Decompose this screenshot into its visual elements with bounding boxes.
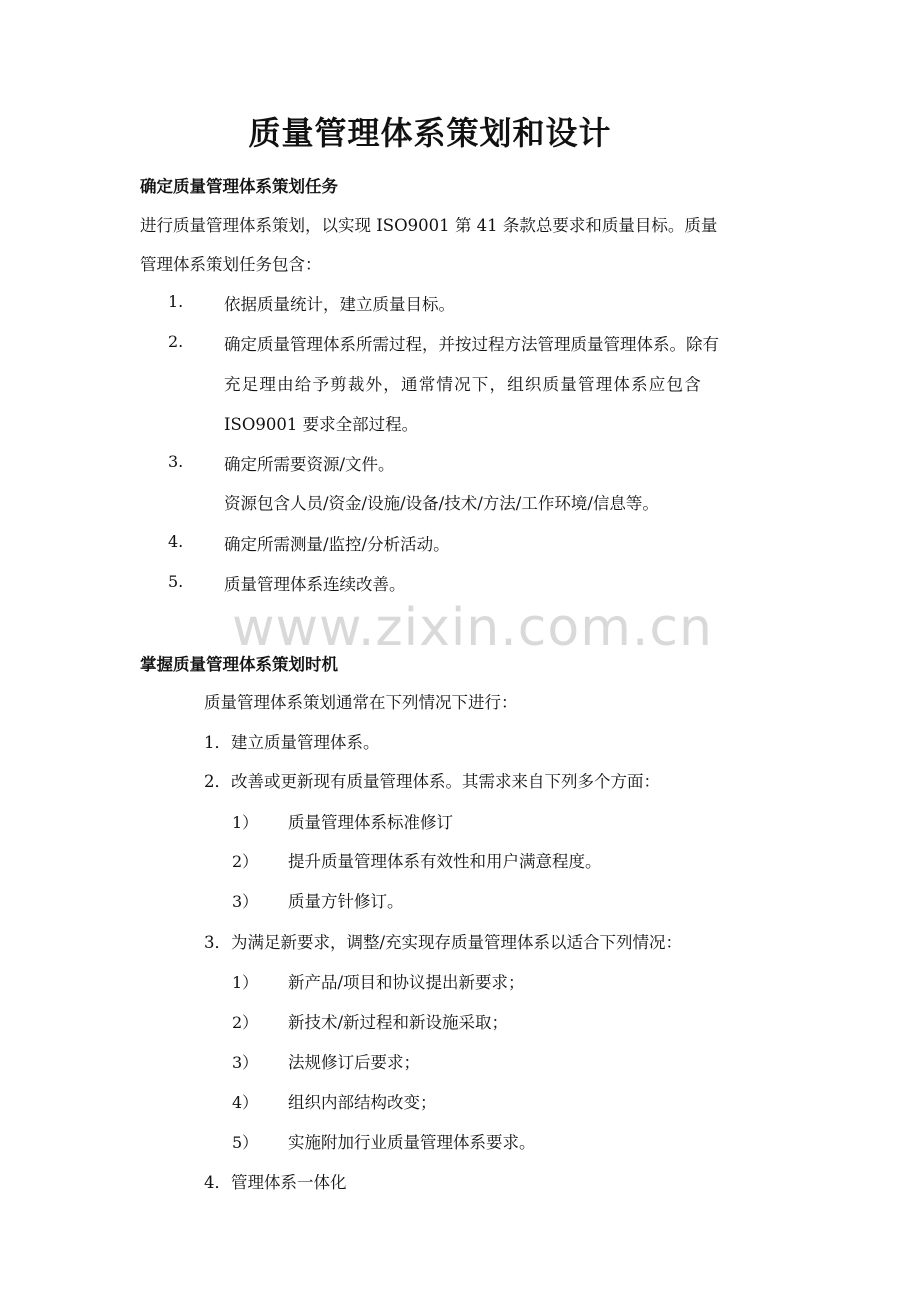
section2-intro: 质量管理体系策划通常在下列情况下进行： (204, 693, 518, 712)
list-item-text: 3．为满足新要求，调整/充实现存质量管理体系以适合下列情况： (204, 933, 683, 952)
sub-item-number: 1） (232, 973, 259, 992)
list-item-text: 1．建立质量管理体系。 (204, 733, 380, 752)
list-item-number: 5. (168, 572, 184, 591)
sub-item-text: 新技术/新过程和新设施采取； (288, 1013, 509, 1032)
list-item-text: 确定质量管理体系所需过程，并按过程方法管理质量管理体系。除有 (224, 335, 719, 354)
sub-item-text: 组织内部结构改变； (288, 1093, 437, 1112)
section1-intro-line: 管理体系策划任务包含： (140, 255, 322, 274)
list-item-number: 4. (168, 532, 184, 551)
sub-item-text: 质量方针修订。 (288, 892, 404, 911)
sub-item-text: 新产品/项目和协议提出新要求； (288, 973, 525, 992)
list-item-text: 确定所需要资源/文件。 (224, 455, 395, 474)
list-item-number: 1. (168, 292, 184, 311)
list-item-number: 3. (168, 452, 184, 471)
sub-item-number: 1） (232, 813, 259, 832)
sub-item-text: 法规修订后要求； (288, 1053, 420, 1072)
section2-heading: 掌握质量管理体系策划时机 (140, 655, 338, 674)
sub-item-number: 4） (232, 1093, 259, 1112)
sub-item-text: 质量管理体系标准修订 (288, 813, 453, 832)
list-item-number: 2. (168, 332, 184, 351)
document-title: 质量管理体系策划和设计 (248, 114, 612, 152)
list-item-text: 充足理由给予剪裁外，通常情况下，组织质量管理体系应包含 (224, 375, 702, 394)
sub-item-number: 3） (232, 1053, 259, 1072)
sub-item-number: 5） (232, 1133, 259, 1152)
list-item-text: 2．改善或更新现有质量管理体系。其需求来自下列多个方面： (204, 772, 660, 791)
sub-item-number: 3） (232, 892, 259, 911)
list-item-text: 资源包含人员/资金/设施/设备/技术/方法/工作环境/信息等。 (224, 494, 659, 513)
list-item-text: 质量管理体系连续改善。 (224, 575, 406, 594)
list-item-text: 确定所需测量/监控/分析活动。 (224, 535, 450, 554)
list-item-text: ISO9001 要求全部过程。 (224, 415, 419, 434)
sub-item-number: 2） (232, 852, 259, 871)
sub-item-number: 2） (232, 1013, 259, 1032)
sub-item-text: 提升质量管理体系有效性和用户满意程度。 (288, 852, 602, 871)
list-item-text: 4．管理体系一体化 (204, 1173, 347, 1192)
sub-item-text: 实施附加行业质量管理体系要求。 (288, 1133, 536, 1152)
list-item-text: 依据质量统计，建立质量目标。 (224, 295, 455, 314)
section1-intro-line: 进行质量管理体系策划，以实现 ISO9001 第 41 条款总要求和质量目标。质量 (140, 216, 718, 235)
section1-heading: 确定质量管理体系策划任务 (140, 177, 338, 196)
watermark: www.zixin.com.cn (232, 598, 713, 658)
